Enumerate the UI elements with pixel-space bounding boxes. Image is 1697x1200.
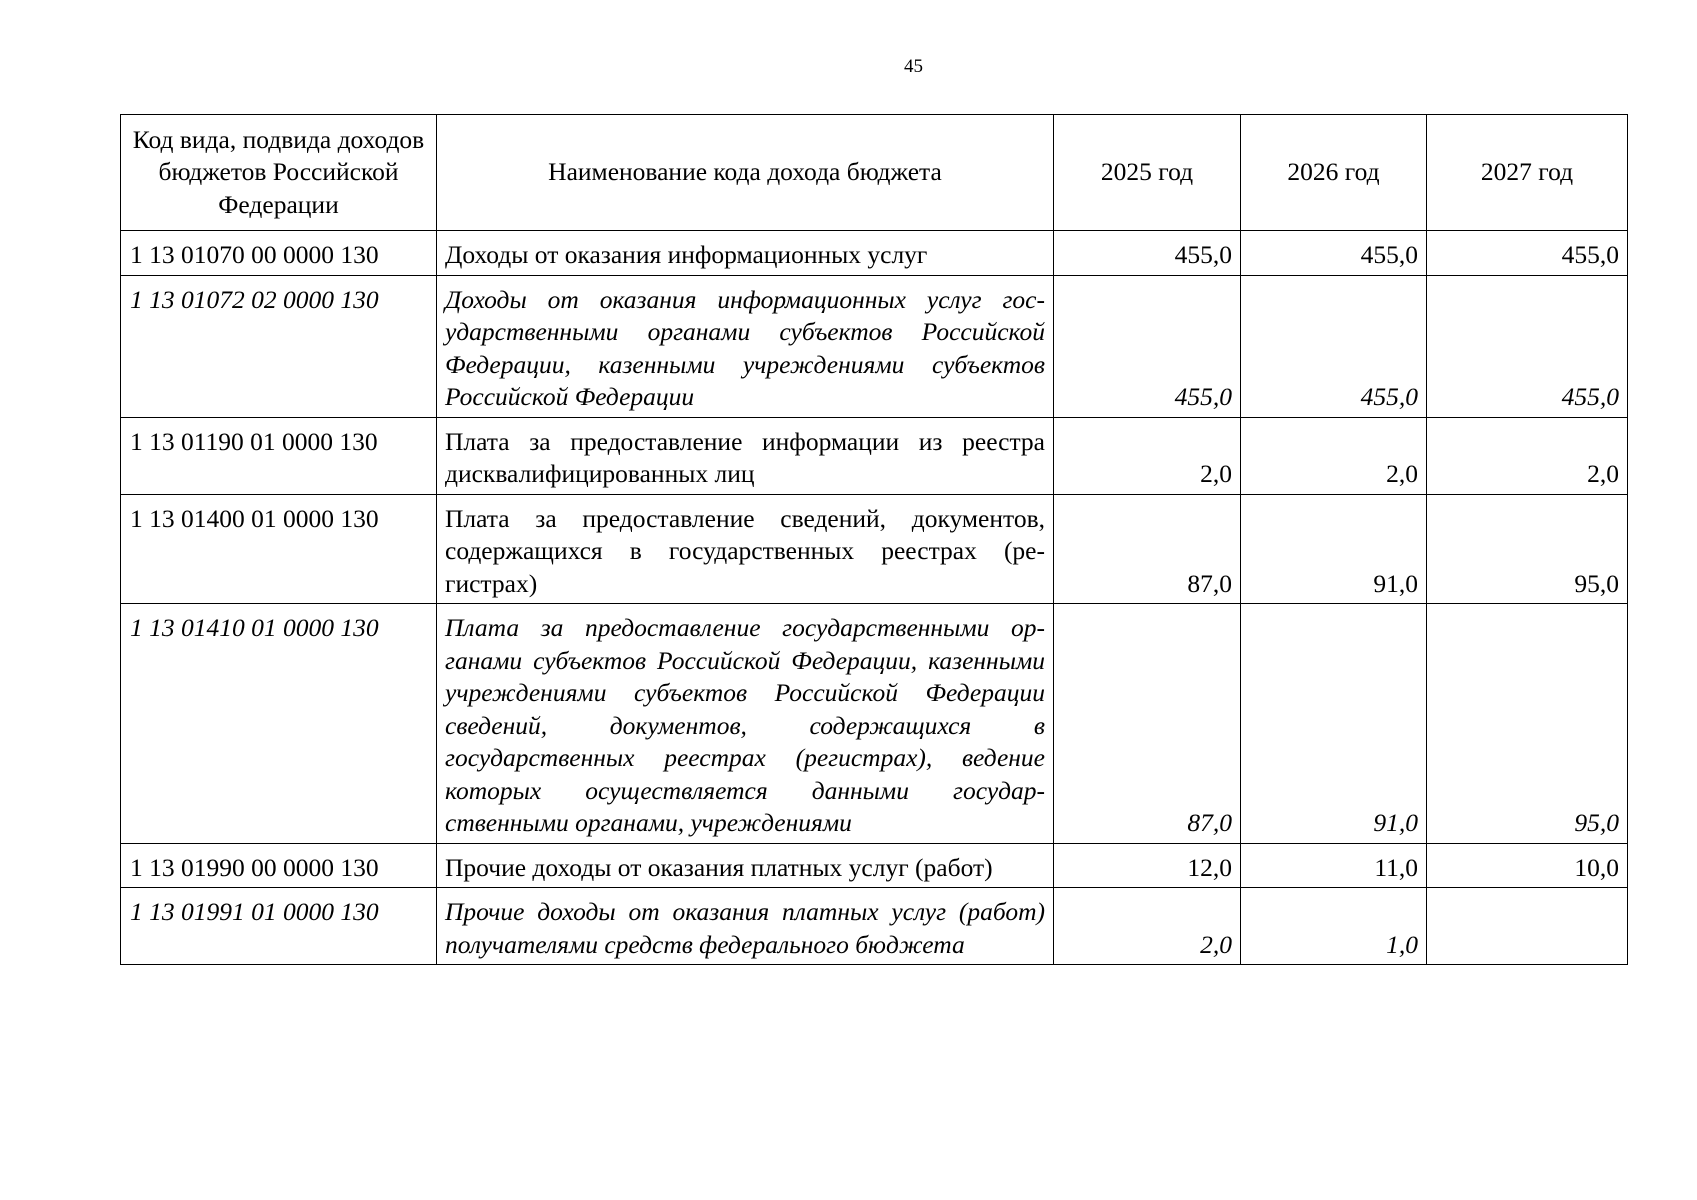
- table-header-row: [121, 115, 1628, 231]
- page-number: 45: [904, 56, 923, 77]
- revenue-name: Прочие доходы от оказания платных услуг (работ) получателями средств федерального бюджета: [437, 888, 1054, 965]
- header-name: Наименование кода дохода бюджета: [437, 115, 1054, 231]
- value-2027: 10,0: [1427, 843, 1628, 888]
- value-2025: 87,0: [1054, 604, 1241, 844]
- value-2026: 2,0: [1241, 417, 1427, 494]
- value-2025: 12,0: [1054, 843, 1241, 888]
- value-2026: 91,0: [1241, 494, 1427, 604]
- value-2026: 11,0: [1241, 843, 1427, 888]
- table-row: [121, 604, 1628, 844]
- value-2026: 455,0: [1241, 275, 1427, 417]
- value-2025: 455,0: [1054, 231, 1241, 276]
- value-2025: 2,0: [1054, 417, 1241, 494]
- revenue-name: Плата за предоставление государственными органами субъектов Российской Федерации, казенными учреждениями субъектов Российской Федерации сведений, документов, содержащихся в государственных реестрах (регистрах), ведение которых осуществляется данными государственными органами, учреждениями: [437, 604, 1054, 844]
- table-row: [121, 843, 1628, 888]
- header-2025: 2025 год: [1054, 115, 1241, 231]
- value-2027: 95,0: [1427, 604, 1628, 844]
- table-row: [121, 275, 1628, 417]
- table-row: [121, 494, 1628, 604]
- table-row: [121, 888, 1628, 965]
- budget-revenue-table: [120, 114, 1628, 965]
- header-2027: 2027 год: [1427, 115, 1628, 231]
- value-2026: 455,0: [1241, 231, 1427, 276]
- revenue-name: Плата за предоставление сведений, документов, содержащихся в государственных реестрах (регистрах): [437, 494, 1054, 604]
- value-2027: 95,0: [1427, 494, 1628, 604]
- header-code: Код вида, подвида доходов бюджетов Российской Федерации: [121, 115, 437, 231]
- value-2027: 455,0: [1427, 231, 1628, 276]
- value-2026: 1,0: [1241, 888, 1427, 965]
- revenue-code: 1 13 01990 00 0000 130: [121, 843, 437, 888]
- table-row: [121, 417, 1628, 494]
- table-row: [121, 231, 1628, 276]
- value-2025: 455,0: [1054, 275, 1241, 417]
- value-2027: 455,0: [1427, 275, 1628, 417]
- revenue-code: 1 13 01072 02 0000 130: [121, 275, 437, 417]
- value-2027: 2,0: [1427, 417, 1628, 494]
- header-2026: 2026 год: [1241, 115, 1427, 231]
- value-2026: 91,0: [1241, 604, 1427, 844]
- revenue-name: Прочие доходы от оказания платных услуг (работ): [437, 843, 1054, 888]
- revenue-code: 1 13 01991 01 0000 130: [121, 888, 437, 965]
- revenue-code: 1 13 01400 01 0000 130: [121, 494, 437, 604]
- revenue-code: 1 13 01190 01 0000 130: [121, 417, 437, 494]
- value-2025: 87,0: [1054, 494, 1241, 604]
- value-2027: [1427, 888, 1628, 965]
- revenue-name: Плата за предоставление информации из реестра дисквалифицированных лиц: [437, 417, 1054, 494]
- revenue-name: Доходы от оказания информационных услуг: [437, 231, 1054, 276]
- revenue-code: 1 13 01070 00 0000 130: [121, 231, 437, 276]
- value-2025: 2,0: [1054, 888, 1241, 965]
- revenue-name: Доходы от оказания информационных услуг государственными органами субъектов Российской Федерации, казенными учреждениями субъектов Российской Федерации: [437, 275, 1054, 417]
- revenue-code: 1 13 01410 01 0000 130: [121, 604, 437, 844]
